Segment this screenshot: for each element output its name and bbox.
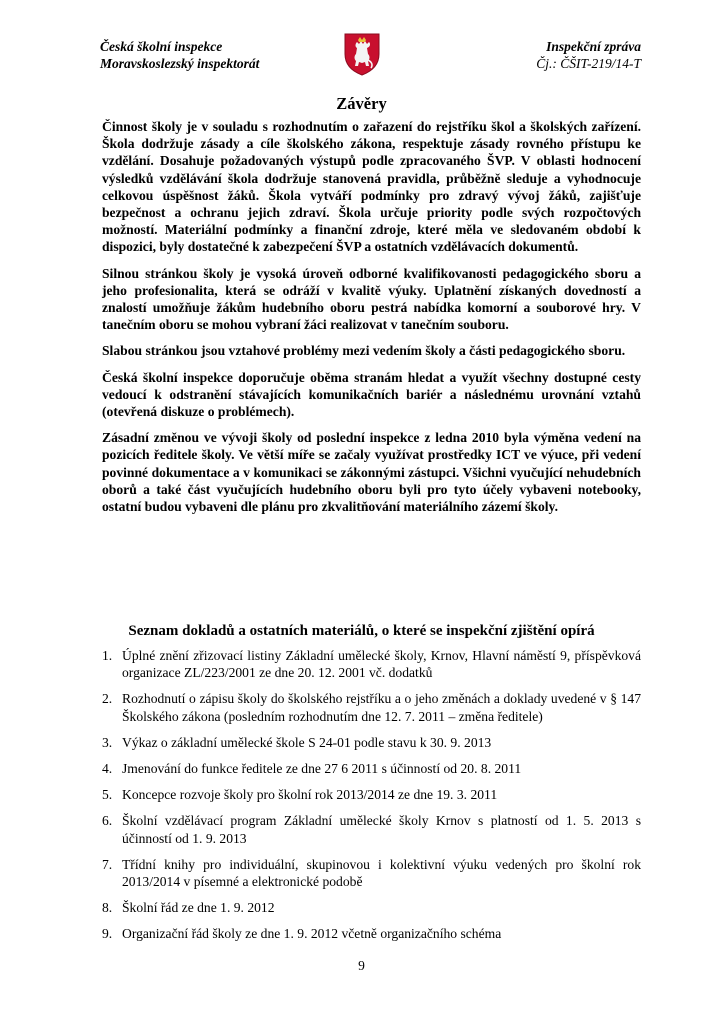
documents-list: [102, 647, 641, 952]
list-item-text: Školní vzdělávací program Základní umělecké školy Krnov s platností od 1. 5. 2013 s účinností od 1. 9. 2013: [122, 813, 641, 846]
section-title-conclusions: Závěry: [336, 94, 387, 113]
list-item-number: 4.: [102, 761, 113, 777]
list-item-text: Školní řád ze dne 1. 9. 2012: [122, 900, 275, 916]
list-item-text: Úplné znění zřizovací listiny Základní umělecké školy, Krnov, Hlavní náměstí 9, příspěvková organizace ZL/223/2001 ze dne 20. 12. 2001 vč. dodatků: [122, 648, 641, 681]
header-left: [100, 38, 259, 72]
header-org-name: Česká školní inspekce: [100, 39, 223, 54]
list-item-text: Koncepce rozvoje školy pro školní rok 2013/2014 ze dne 19. 3. 2011: [122, 787, 498, 803]
conclusions-paragraph: Česká školní inspekce doporučuje oběma stranám hledat a využít všechny dostupné cesty vedoucí k odstranění stávajících komunikačních bariér a následnému urovnání vztahů (otevřená diskuze o problémech).: [102, 369, 641, 420]
list-item-text: Výkaz o základní umělecké škole S 24-01 podle stavu k 30. 9. 2013: [122, 734, 492, 750]
list-item-number: 3.: [102, 734, 113, 750]
header-right: [536, 38, 641, 72]
list-item-number: 2.: [102, 691, 113, 707]
conclusions-section: [102, 118, 641, 524]
page-number: 9: [358, 958, 365, 973]
section-title-documents: Seznam dokladů a ostatních materiálů, o které se inspekční zjištění opírá: [128, 623, 595, 639]
header-reference-number: Čj.: ČŠIT-219/14-T: [536, 56, 641, 71]
header-inspectorate-name: Moravskoslezský inspektorát: [100, 56, 260, 71]
list-item: [102, 786, 641, 803]
header-report-type: Inspekční zpráva: [546, 39, 641, 54]
conclusions-paragraph: Zásadní změnou ve vývoji školy od poslední inspekce z ledna 2010 byla výměna vedení na pozicích ředitele školy. Ve větší míře se začaly využívat prostředky ICT ve výuce, při vedení povinné dokumentace a v komunikaci se zákonnými zástupci. Všichni vyučující nehudebních oborů a také část vyučujících hudebního oboru byli pro tyto účely vybaveni notebooky, ostatní budou vybaveni dle plánu pro zkvalitňování materiálního zázemí školy.: [102, 430, 641, 515]
list-item: [102, 899, 641, 916]
list-item-text: Rozhodnutí o zápisu školy do školského rejstříku a o jeho změnách a doklady uvedené v § 147 Školského zákona (posledním rozhodnutím dne 12. 7. 2011 – změna ředitele): [122, 691, 641, 724]
list-item-number: 6.: [102, 813, 113, 829]
list-item-text: Jmenování do funkce ředitele ze dne 27 6 2011 s účinností od 20. 8. 2011: [122, 761, 522, 777]
list-item-number: 8.: [102, 900, 113, 916]
list-item: [102, 760, 641, 777]
list-item: [102, 734, 641, 751]
list-item: [102, 856, 641, 890]
czech-coat-of-arms-icon: [343, 32, 381, 76]
list-item-text: Třídní knihy pro individuální, skupinovou i kolektivní výuku vedených pro školní rok 2013/2014 v písemné a elektronické podobě: [122, 856, 641, 890]
conclusions-paragraph: Slabou stránkou jsou vztahové problémy mezi vedením školy a části pedagogického sboru.: [102, 343, 626, 359]
conclusions-paragraph: Silnou stránkou školy je vysoká úroveň odborné kvalifikovanosti pedagogického sboru a jeho profesionalita, která se odráží v kvalitě výuky. Uplatnění získaných dovedností a znalostí umožňuje žákům hudebního oboru pestrá nabídka komorní a souborové hry. V tanečním oboru se mohou vybraní žáci realizovat v tanečním souboru.: [102, 265, 641, 333]
list-item: [102, 925, 641, 942]
list-item: [102, 812, 641, 846]
list-item-number: 9.: [102, 926, 113, 942]
list-item-number: 7.: [102, 856, 113, 872]
conclusions-paragraph: Činnost školy je v souladu s rozhodnutím o zařazení do rejstříku škol a školských zařízení. Škola dodržuje zásady a cíle školského zákona, respektuje zásady rovného přístupu ke vzdělání. Dosahuje požadovaných výstupů podle zpracovaného ŠVP. V oblasti hodnocení výsledků vzdělávání škola dodržuje stanovená pravidla, průběžně sleduje a vyhodnocuje celkovou úspěšnost žáků. Škola vytváří podmínky pro zdravý vývoj žáků, zajišťuje bezpečnost a ochranu jejich zdraví. Škola určuje priority podle svých rozpočtových možností. Materiální podmínky a finanční zdroje, které měla ve sledovaném období k dispozici, byly dostatečné k zabezpečení ŠVP a ostatních vzdělávacích dokumentů.: [102, 119, 641, 255]
list-item-number: 1.: [102, 648, 113, 663]
list-item-number: 5.: [102, 787, 113, 803]
list-item-text: Organizační řád školy ze dne 1. 9. 2012 včetně organizačního schéma: [122, 926, 502, 942]
page-header: [100, 38, 641, 84]
list-item: [102, 690, 641, 724]
list-item: [102, 647, 641, 681]
